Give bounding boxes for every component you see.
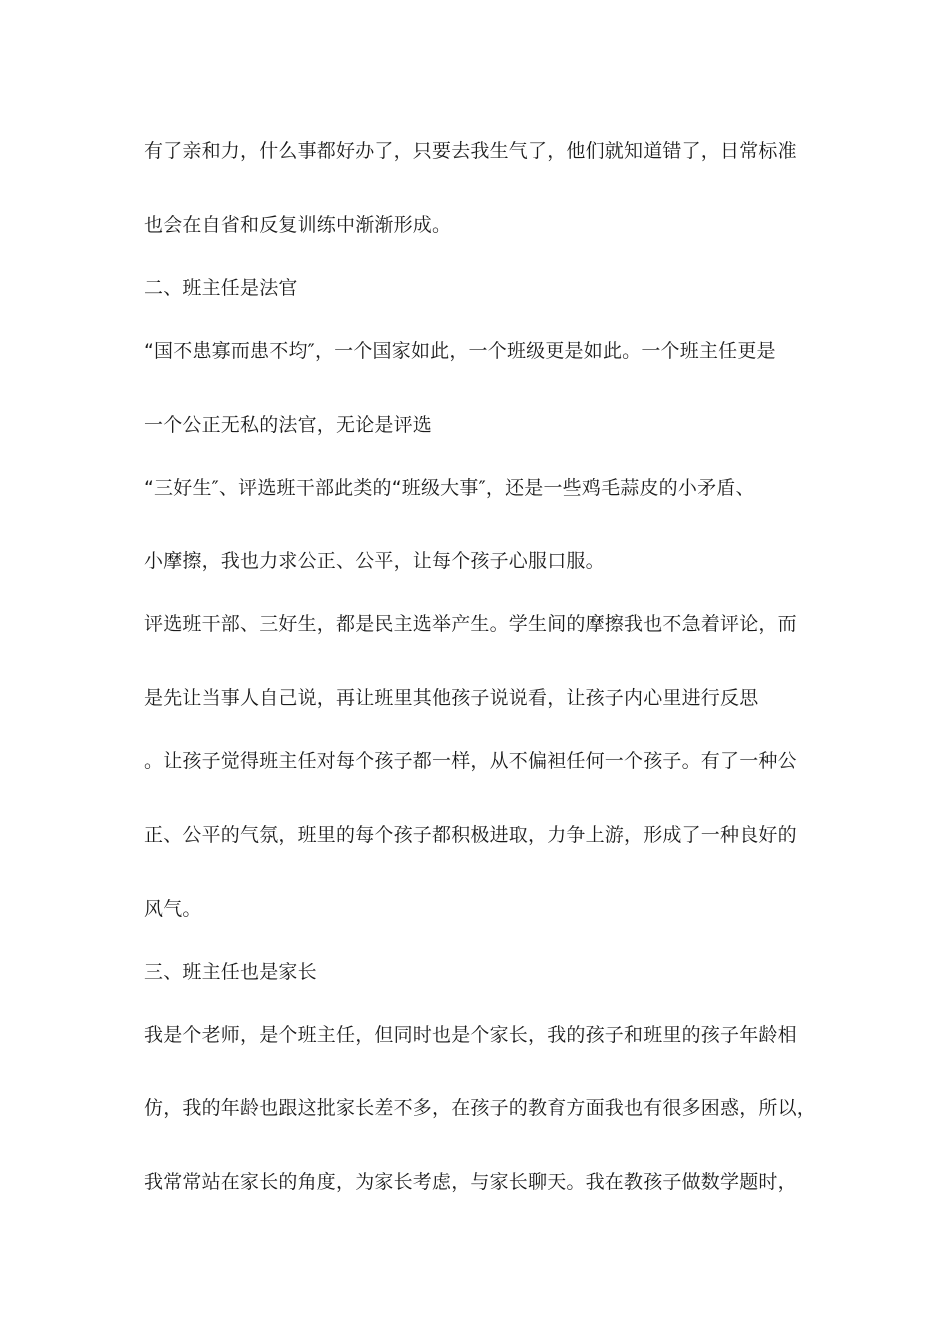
body-text-line: 风气。: [144, 898, 202, 920]
body-text-line: 也会在自省和反复训练中渐渐形成。: [144, 214, 452, 236]
body-text-line: “三好生″、评选班干部此类的“班级大事″，还是一些鸡毛蒜皮的小矛盾、: [144, 477, 755, 499]
body-text-line: 我常常站在家长的角度，为家长考虑，与家长聊天。我在教孩子做数学题时，: [144, 1171, 797, 1193]
body-text-line: 有了亲和力，什么事都好办了，只要去我生气了，他们就知道错了，日常标准: [144, 140, 797, 162]
body-text-line: “国不患寡而患不均″，一个国家如此，一个班级更是如此。一个班主任更是: [144, 340, 776, 362]
body-text-line: 我是个老师，是个班主任，但同时也是个家长，我的孩子和班里的孩子年龄相: [144, 1024, 797, 1046]
body-text-line: 仿，我的年龄也跟这批家长差不多，在孩子的教育方面我也有很多困惑，所以，: [144, 1097, 817, 1119]
body-text-line: 。让孩子觉得班主任对每个孩子都一样，从不偏袒任何一个孩子。有了一种公: [144, 750, 797, 772]
body-text-line: 正、公平的气氛，班里的每个孩子都积极进取，力争上游，形成了一种良好的: [144, 824, 797, 846]
section-heading: 二、班主任是法官: [144, 277, 298, 299]
body-text-line: 是先让当事人自己说，再让班里其他孩子说说看，让孩子内心里进行反思: [144, 687, 759, 709]
body-text-line: 评选班干部、三好生，都是民主选举产生。学生间的摩擦我也不急着评论，而: [144, 613, 797, 635]
body-text-line: 一个公正无私的法官，无论是评选: [144, 414, 433, 436]
section-heading: 三、班主任也是家长: [144, 961, 317, 983]
body-text-line: 小摩擦，我也力求公正、公平，让每个孩子心服口服。: [144, 550, 605, 572]
